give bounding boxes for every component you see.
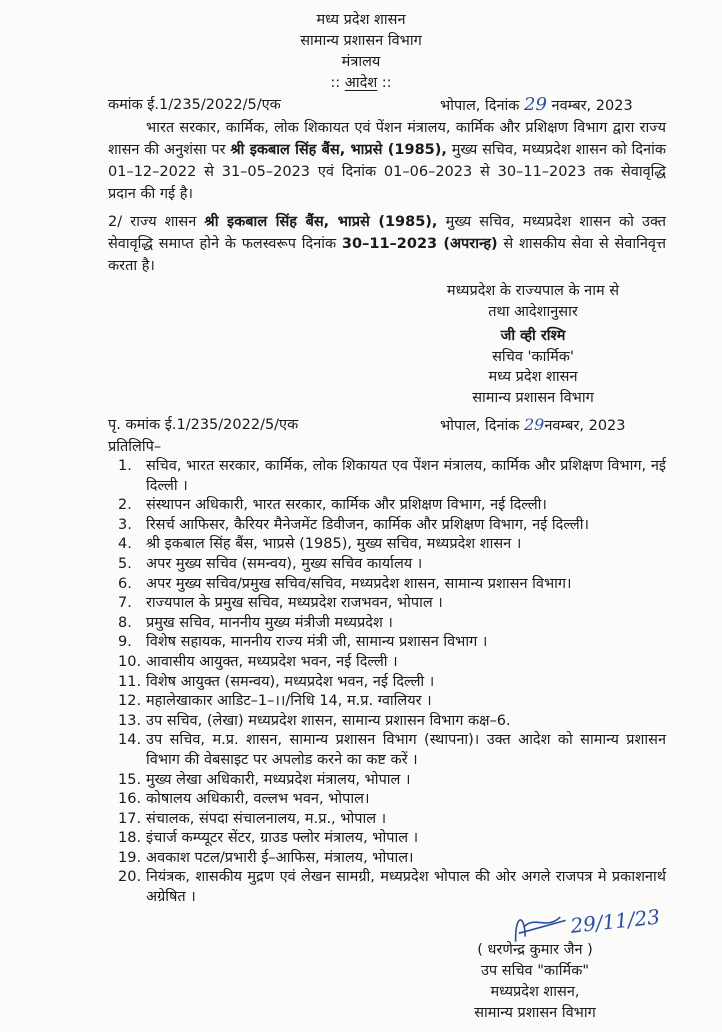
order-date: [440, 94, 666, 117]
list-item-text: उप सचिव, म.प्र. शासन, सामान्य प्रशासन विभाग (स्थापना)। उक्त आदेश को सामान्य प्रशासन विभाग की वेबसाइट पर अपलोड करने का कष्ट करें ।: [146, 732, 666, 768]
order-title-text: आदेश: [344, 75, 378, 91]
list-item: [108, 673, 666, 693]
date-prefix: भोपाल, दिनांक: [440, 418, 520, 434]
list-item-text: नियंत्रक, शासकीय मुद्रण एवं लेखन सामग्री, मध्यप्रदेश भोपाल की ओर अगले राजपत्र मे प्रकाशनार्थ अग्रेषित ।: [146, 869, 666, 906]
header-ministry: मंत्रालय: [341, 54, 381, 70]
paragraph-1: [108, 117, 666, 205]
list-item-number: 6.: [118, 575, 132, 592]
list-item-number: 11.: [118, 673, 142, 690]
list-item-text: संस्थापन अधिकारी, भारत सरकार, कार्मिक और प्रशिक्षण विभाग, नई दिल्ली।: [146, 497, 547, 514]
handwritten-date: 29/11/23: [569, 904, 662, 938]
order-deco-left: ::: [330, 75, 341, 91]
para1-text-cont: मुख्य सचिव, मध्यप्रदेश शासन को दिनांक 01–12–2022 से 31–05–2023 एवं दिनांक 01–06–2023 से 30–11–2023 तक सेवावृद्धि प्रदान की गई है।: [108, 142, 666, 202]
list-item-number: 9.: [118, 634, 132, 651]
order-number: कमांक ई.1/235/2022/5/एक: [108, 97, 281, 113]
list-item-text: आवासीय आयुक्त, मध्यप्रदेश भवन, नई दिल्ली ।: [146, 653, 398, 670]
signatory-2-org-2: सामान्य प्रशासन विभाग: [474, 1004, 596, 1021]
list-item-number: 15.: [118, 771, 142, 788]
handwritten-day: 29: [524, 94, 547, 115]
copy-to-label: प्रतिलिपि–: [108, 439, 162, 455]
list-item: [108, 555, 666, 575]
para1-name: श्री इकबाल सिंह बैंस, भाप्रसे (1985),: [230, 142, 447, 158]
list-item: [108, 594, 666, 614]
list-item-text: मुख्य लेखा अधिकारी, मध्यप्रदेश मंत्रालय, भोपाल ।: [146, 771, 411, 788]
signatory-designation: सचिव 'कार्मिक': [492, 348, 574, 365]
list-item-number: 2.: [118, 497, 132, 514]
list-item: [108, 712, 666, 732]
header-state-govt: मध्य प्रदेश शासन: [316, 12, 406, 28]
list-item-number: 10.: [118, 653, 142, 670]
list-item: [108, 868, 666, 907]
list-item-number: 16.: [118, 791, 142, 808]
list-item-number: 1.: [118, 458, 132, 474]
para2-date: 30–11–2023 (अपरान्ह): [341, 236, 498, 252]
list-item-text: महालेखाकार आडिट–1–।।/निधि 14, म.प्र. ग्वालियर ।: [146, 693, 432, 710]
list-item-text: अपर मुख्य सचिव/प्रमुख सचिव/सचिव, मध्यप्रदेश शासन, सामान्य प्रशासन विभाग।: [146, 575, 572, 592]
list-item: [108, 575, 666, 595]
list-item-text: सचिव, भारत सरकार, कार्मिक, लोक शिकायत एव पेंशन मंत्रालय, कार्मिक और प्रशिक्षण विभाग, नई दिल्ली ।: [146, 458, 666, 494]
list-item: [108, 633, 666, 653]
list-item: [108, 614, 666, 634]
list-item-text: अवकाश पटल/प्रभारी ई–आफिस, मंत्रालय, भोपाल।: [146, 849, 414, 866]
order-deco-right: ::: [381, 75, 392, 91]
list-item: [108, 790, 666, 810]
signatory-2-org-1: मध्यप्रदेश शासन,: [490, 983, 580, 1000]
list-item: [108, 457, 666, 496]
list-item: [108, 849, 666, 869]
list-item-number: 14.: [118, 732, 142, 749]
list-item-text: अपर मुख्य सचिव (समन्वय), मुख्य सचिव कार्यालय ।: [146, 555, 423, 572]
list-item-number: 12.: [118, 693, 142, 710]
authority-line-1: मध्यप्रदेश के राज्यपाल के नाम से: [446, 283, 620, 299]
list-item-text: विशेष सहायक, माननीय राज्य मंत्री जी, सामान्य प्रशासन विभाग ।: [146, 634, 488, 651]
endorsement-row: [108, 414, 666, 437]
signatory-2-designation: उप सचिव "कार्मिक": [480, 962, 590, 979]
list-item-text: राज्यपाल के प्रमुख सचिव, मध्यप्रदेश राजभवन, भोपाल ।: [146, 595, 443, 612]
list-item-text: श्री इकबाल सिंह बैंस, भाप्रसे (1985), मुख्य सचिव, मध्यप्रदेश शासन ।: [146, 536, 522, 553]
order-row: [108, 94, 666, 117]
date-month-year: नवम्बर, 2023: [544, 418, 626, 434]
authority-block: [400, 281, 666, 408]
paragraph-2: [108, 211, 666, 277]
para2-name: श्री इकबाल सिंह बैंस, भाप्रसे (1985),: [204, 214, 438, 230]
list-item-number: 4.: [118, 536, 132, 553]
list-item-number: 7.: [118, 595, 132, 612]
para2-text-end: से शासकीय सेवा से सेवानिवृत्त करता है।: [108, 236, 667, 274]
authority-line-2: तथा आदेशानुसार: [488, 303, 578, 320]
list-item: [108, 496, 666, 516]
signature-area: [440, 904, 662, 1024]
list-item-number: 13.: [118, 712, 142, 729]
header-department: सामान्य प्रशासन विभाग: [300, 33, 422, 49]
list-item-number: 8.: [118, 614, 132, 631]
list-item-text: उप सचिव, (लेखा) मध्यप्रदेश शासन, सामान्य प्रशासन विभाग कक्ष–6.: [146, 712, 511, 729]
list-item-text: विशेष आयुक्त (समन्वय), मध्यप्रदेश भवन, नई दिल्ली ।: [146, 673, 435, 690]
list-item: [108, 535, 666, 555]
list-item: [108, 516, 666, 536]
para1-text: भारत सरकार, कार्मिक, लोक शिकायत एवं पेंशन मंत्रालय, कार्मिक और प्रशिक्षण विभाग द्वारा राज्य शासन की अनुशंसा पर: [108, 120, 666, 158]
para2-number: 2/: [108, 214, 123, 230]
list-item: [108, 771, 666, 791]
list-item-text: इंचार्ज कम्प्यूटर सेंटर, ग्राउड फ्लोर मंत्रालय, भोपाल ।: [146, 830, 419, 847]
date-month-year: नवम्बर, 2023: [551, 98, 633, 114]
list-item-text: संचालक, संपदा संचालनालय, म.प्र., भोपाल ।: [146, 810, 387, 827]
para2-text: राज्य शासन: [122, 214, 205, 230]
signatory-name: जी व्ही रश्मि: [500, 328, 566, 344]
endorsement-number: पृ. कमांक ई.1/235/2022/5/एक: [108, 417, 299, 433]
list-item: [108, 731, 666, 770]
para2-text-cont: मुख्य सचिव, मध्यप्रदेश शासन को उक्त सेवावृद्धि समाप्त होने के फलस्वरूप दिनांक: [108, 214, 666, 252]
order-title: [0, 73, 722, 94]
list-item-number: 19.: [118, 849, 142, 866]
handwritten-day: 29: [524, 415, 545, 434]
list-item: [108, 653, 666, 673]
date-prefix: भोपाल, दिनांक: [440, 98, 520, 114]
list-item: [108, 692, 666, 712]
signatory-org-1: मध्य प्रदेश शासन: [488, 369, 578, 385]
copy-to-list: [108, 457, 666, 908]
signature-scribble-icon: [505, 906, 572, 945]
list-item-number: 18.: [118, 830, 142, 847]
signatory-org-2: सामान्य प्रशासन विभाग: [472, 389, 594, 406]
list-item-text: कोषालय अधिकारी, वल्लभ भवन, भोपाल।: [146, 791, 370, 808]
list-item-text: रिसर्च आफिसर, कैरियर मैनेजमेंट डिवीजन, कार्मिक और प्रशिक्षण विभाग, नई दिल्ली।: [146, 516, 589, 533]
list-item-number: 3.: [118, 516, 132, 533]
signatory-2-name: ( धरणेन्द्र कुमार जैन ): [477, 941, 593, 958]
list-item-text: प्रमुख सचिव, माननीय मुख्य मंत्रीजी मध्यप्रदेश ।: [146, 614, 393, 631]
list-item-number: 20.: [118, 869, 142, 886]
list-item: [108, 829, 666, 849]
list-item-number: 17.: [118, 810, 142, 827]
signatory-2-block: [440, 940, 630, 1024]
list-item-number: 5.: [118, 555, 132, 572]
endorsement-date: [440, 414, 666, 437]
list-item: [108, 810, 666, 830]
